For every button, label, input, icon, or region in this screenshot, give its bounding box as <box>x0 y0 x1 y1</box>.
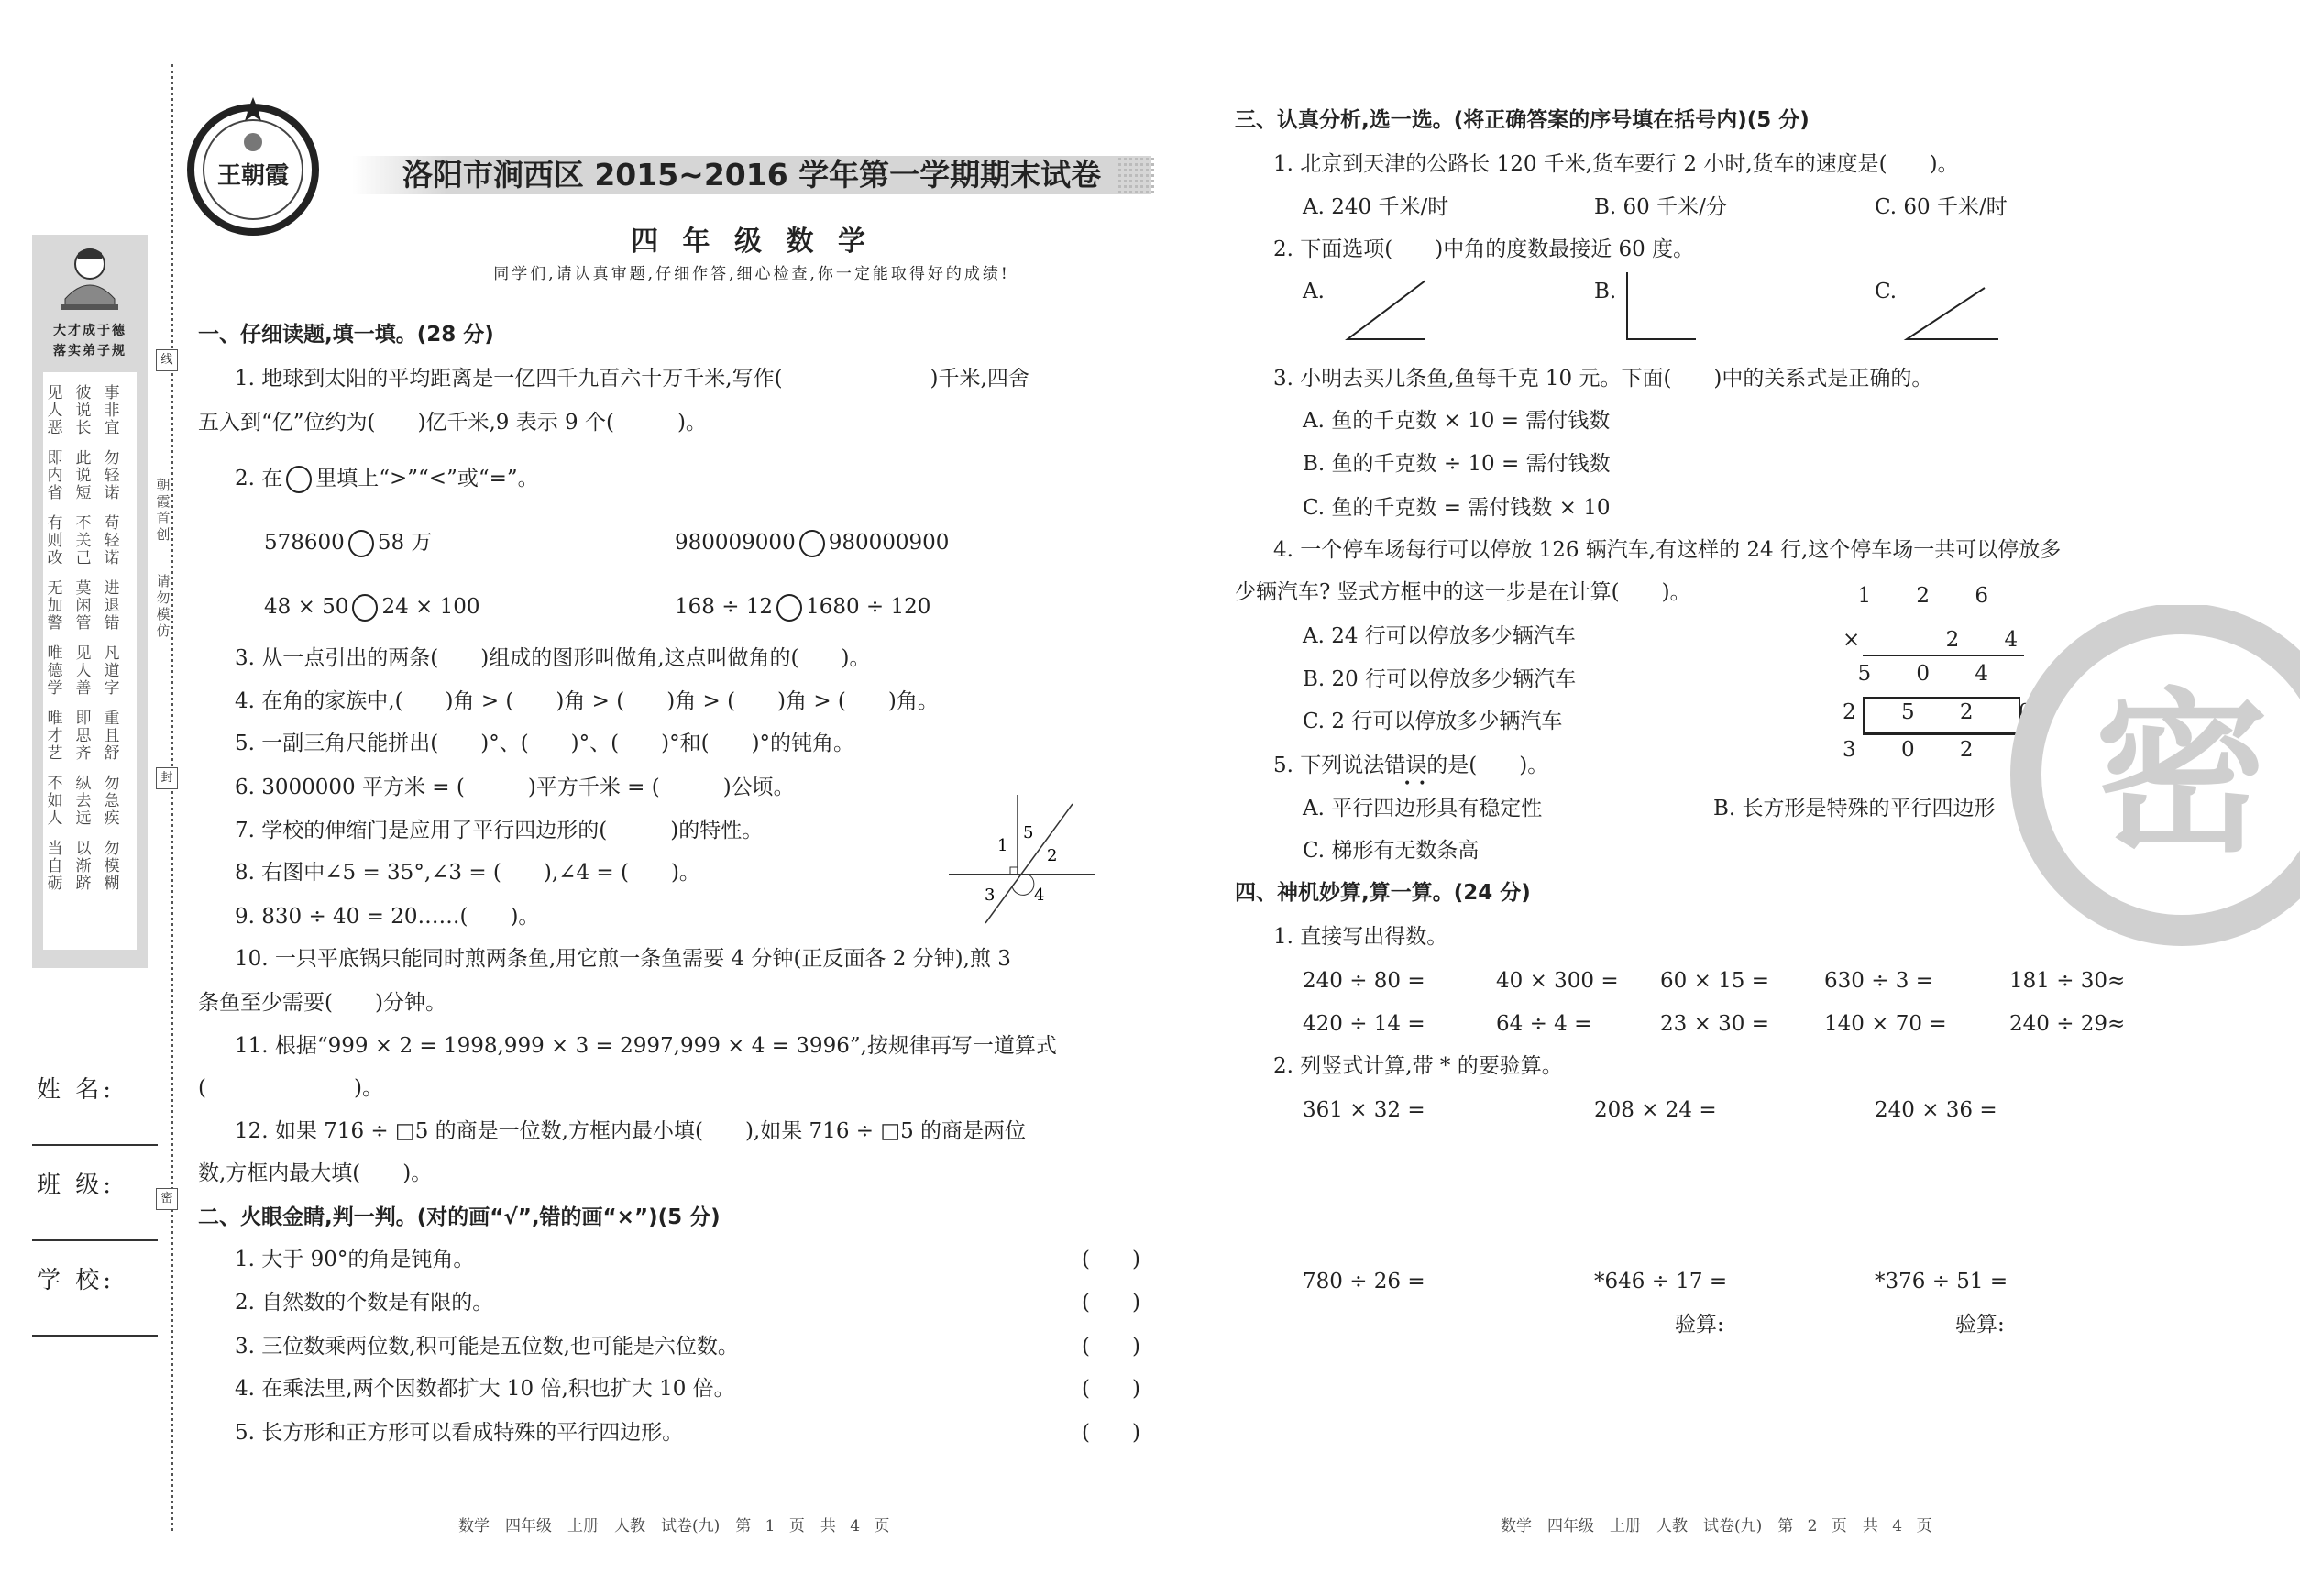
calc-question-2: 2. 列竖式计算,带 * 的要验算。 <box>1273 1054 1563 1078</box>
motto-row: 恶长宜 <box>47 419 133 437</box>
motto-row: 有不苟 <box>47 514 133 533</box>
oral-problem: 40 × 300 = <box>1496 969 1619 993</box>
motto-row: 如去急 <box>47 792 133 810</box>
compare-circle[interactable] <box>348 530 374 557</box>
vertical-note: 请勿模仿 <box>156 573 171 639</box>
compare-item: 980009000 980000900 <box>675 530 949 557</box>
motto-row: 唯见凡 <box>47 644 133 663</box>
mc-question-4: 4. 一个停车场每行可以停放 126 辆汽车,有这样的 24 行,这个停车场一共可以停放多 <box>1273 538 2062 562</box>
binding-dotted-line <box>171 64 173 1531</box>
judge-item: 4. 在乘法里,两个因数都扩大 10 倍,积也扩大 10 倍。 <box>235 1377 735 1401</box>
calc-row: × 2 4 <box>1843 628 2038 652</box>
compare-item: 168 ÷ 12 1680 ÷ 120 <box>675 594 930 622</box>
compare-circle[interactable] <box>776 594 802 622</box>
compare-item: 578600 58 万 <box>264 530 432 557</box>
calc-row: 2 5 2 0 <box>1843 700 2052 724</box>
judge-item: 2. 自然数的个数是有限的。 <box>235 1291 494 1315</box>
oral-problem: 140 × 70 = <box>1824 1012 1947 1036</box>
compare-circle[interactable] <box>352 594 378 622</box>
question-10-cont: 条鱼至少需要( )分钟。 <box>198 991 446 1015</box>
option: B. 长方形是特殊的平行四边形 <box>1713 797 1996 820</box>
school-label: 学 校: <box>37 1267 116 1294</box>
written-problem: 780 ÷ 26 = <box>1303 1270 1425 1293</box>
question-12-cont: 数,方框内最大填( )。 <box>198 1161 433 1185</box>
seal-mark-line: 线 <box>156 349 178 371</box>
question-7: 7. 学校的伸缩门是应用了平行四边形的( )的特性。 <box>235 819 764 842</box>
name-field[interactable] <box>32 1144 158 1146</box>
motto-row: 则关轻 <box>47 532 133 550</box>
compare-circle[interactable] <box>799 530 825 557</box>
mc-question-3: 3. 小明去买几条鱼,鱼每千克 10 元。下面( )中的关系式是正确的。 <box>1273 367 1933 391</box>
option: C. 2 行可以停放多少辆汽车 <box>1303 710 1563 733</box>
motto-row: 加闲退 <box>47 597 133 615</box>
motto-row: 无莫进 <box>47 579 133 598</box>
motto-row: 德人道 <box>47 662 133 680</box>
publisher-logo <box>180 92 326 243</box>
compare-item: 48 × 50 24 × 100 <box>264 594 480 622</box>
question-6: 6. 3000000 平方米 = ( )平方千米 = ( )公顷。 <box>235 776 795 799</box>
page-footer: 数学 四年级 上册 人教 试卷(九) 第 1 页 共 4 页 <box>458 1517 890 1535</box>
answer-bracket[interactable]: ( ) <box>1082 1335 1140 1359</box>
oral-problem: 240 ÷ 80 = <box>1303 969 1425 993</box>
angle-option-c <box>1902 284 2003 344</box>
check-label: 验算: <box>1675 1313 1724 1337</box>
motto-block <box>43 385 137 437</box>
answer-bracket[interactable]: ( ) <box>1082 1421 1140 1445</box>
option: A. 鱼的千克数 × 10 = 需付钱数 <box>1303 409 1611 433</box>
angle-label: 5 <box>1023 823 1034 842</box>
motto-row: 改己诺 <box>47 549 133 567</box>
logo-text: 王朝霞 <box>216 162 290 190</box>
question-11: 11. 根据“999 × 2 = 1998,999 × 3 = 2997,999 × 4 = 3996”,按规律再写一道算式 <box>235 1034 1057 1058</box>
angle-label: 3 <box>985 886 996 905</box>
angle-option-a <box>1338 275 1430 344</box>
motto-row: 省短诺 <box>47 484 133 502</box>
calc-question-1: 1. 直接写出得数。 <box>1273 925 1448 949</box>
option: B. 20 行可以停放多少辆汽车 <box>1303 667 1577 691</box>
seal-mark-seal: 封 <box>156 767 178 789</box>
judge-item: 3. 三位数乘两位数,积可能是五位数,也可能是六位数。 <box>235 1335 739 1359</box>
school-field[interactable] <box>32 1335 158 1337</box>
vertical-note: 朝霞首创 <box>156 477 171 543</box>
written-problem: 240 × 36 = <box>1875 1098 1997 1122</box>
question-12: 12. 如果 716 ÷ □5 的商是一位数,方框内最小填( ),如果 716 ÷ □5 的商是两位 <box>235 1119 1027 1143</box>
question-1-cont: 五入到“亿”位约为( )亿千米,9 表示 9 个( )。 <box>198 411 707 435</box>
oral-problem: 64 ÷ 4 = <box>1496 1012 1592 1036</box>
judge-item: 5. 长方形和正方形可以看成特殊的平行四边形。 <box>235 1421 684 1445</box>
subject-title: 四 年 级 数 学 <box>631 226 873 258</box>
question-11-cont: ( )。 <box>198 1076 383 1100</box>
question-8: 8. 右图中∠5 = 35°,∠3 = ( ),∠4 = ( )。 <box>235 861 700 885</box>
section-heading: 四、神机妙算,算一算。(24 分) <box>1235 881 1531 905</box>
motto-row: 内说轻 <box>47 467 133 485</box>
question-3: 3. 从一点引出的两条( )组成的图形叫做角,这点叫做角的( )。 <box>235 646 871 670</box>
exam-title: 洛阳市涧西区 2015~2016 学年第一学期期末试卷 <box>402 157 1102 193</box>
motto-row: 自渐模 <box>47 857 133 875</box>
motto-row: 不纵勿 <box>47 775 133 793</box>
motto-row: 见彼事 <box>47 384 133 402</box>
angle-label: 1 <box>997 836 1008 855</box>
motto-row: 人远疾 <box>47 809 133 828</box>
question-10: 10. 一只平底锅只能同时煎两条鱼,用它煎一条鱼需要 4 分钟(正反面各 2 分钟),煎 3 <box>235 947 1011 971</box>
question-4: 4. 在角的家族中,( )角 > ( )角 > ( )角 > ( )角 > ( )角。 <box>235 689 939 713</box>
name-label: 姓 名: <box>37 1076 116 1104</box>
motto-row: 即此勿 <box>47 449 133 468</box>
motto-block <box>43 645 137 698</box>
motto-panel <box>43 372 137 950</box>
motto-block <box>43 841 137 893</box>
option: A. 24 行可以停放多少辆汽车 <box>1303 624 1576 648</box>
option: C. 60 千米/时 <box>1875 195 2008 219</box>
option: B. 鱼的千克数 ÷ 10 = 需付钱数 <box>1303 452 1611 476</box>
angle-label: 2 <box>1047 846 1058 865</box>
calc-row: 3 0 2 4 <box>1843 738 2052 762</box>
motto-row: 当以勿 <box>47 840 133 858</box>
written-problem: 361 × 32 = <box>1303 1098 1425 1122</box>
option: A. <box>1303 280 1325 303</box>
slogan-line: 落实弟子规 <box>53 344 127 358</box>
oral-problem: 23 × 30 = <box>1660 1012 1770 1036</box>
question-5: 5. 一副三角尺能拼出( )°、( )°、( )°和( )°的钝角。 <box>235 732 855 755</box>
written-problem: 208 × 24 = <box>1594 1098 1717 1122</box>
question-9: 9. 830 ÷ 40 = 20……( )。 <box>235 905 540 929</box>
mc-question-5: 5. 下列说法错误的是( )。 <box>1273 754 1549 777</box>
svg-text:密: 密 <box>2094 671 2270 875</box>
seal-mark-secret: 密 <box>156 1188 178 1210</box>
option: A. 平行四边形具有稳定性 <box>1303 797 1543 820</box>
motto-row: 唯即重 <box>47 710 133 728</box>
circle-icon <box>286 466 312 493</box>
written-problem: *376 ÷ 51 = <box>1875 1270 2008 1293</box>
answer-bracket[interactable]: ( ) <box>1082 1377 1140 1401</box>
calc-row: 1 2 6 <box>1857 584 2008 608</box>
emphasis-dots: •• <box>1403 776 1434 791</box>
oral-problem: 240 ÷ 29≈ <box>2009 1012 2126 1036</box>
motto-row: 艺齐舒 <box>47 744 133 763</box>
answer-bracket[interactable]: ( ) <box>1082 1248 1140 1271</box>
motto-row: 人说非 <box>47 402 133 420</box>
option: A. 240 千米/时 <box>1303 195 1449 219</box>
motto-row: 学善字 <box>47 679 133 698</box>
section-heading: 二、火眼金睛,判一判。(对的画“√”,错的画“×”)(5 分) <box>198 1205 721 1229</box>
motto-row: 砺跻糊 <box>47 875 133 893</box>
secret-watermark <box>2008 605 2300 953</box>
q2-text: 2. 在 <box>235 467 283 490</box>
student-reading-icon <box>58 244 122 317</box>
calc-line <box>1863 655 2024 656</box>
class-label: 班 级: <box>37 1172 116 1199</box>
angle-label: 4 <box>1034 886 1045 905</box>
motto-block <box>43 450 137 502</box>
motto-list <box>43 385 137 893</box>
page-footer: 数学 四年级 上册 人教 试卷(九) 第 2 页 共 4 页 <box>1501 1517 1932 1535</box>
slogan-line: 大才成于德 <box>53 324 127 338</box>
motto-row: 警管错 <box>47 614 133 633</box>
check-label: 验算: <box>1955 1313 2005 1337</box>
written-problem: *646 ÷ 17 = <box>1594 1270 1728 1293</box>
q2-text: 里填上“>”“<”或“=”。 <box>315 467 539 490</box>
mc-question-1: 1. 北京到天津的公路长 120 千米,货车要行 2 小时,货车的速度是( )。 <box>1273 152 1959 176</box>
mc-question-4-cont: 少辆汽车? 竖式方框中的这一步是在计算( )。 <box>1235 580 1691 604</box>
motto-block <box>43 710 137 763</box>
angle-figure <box>944 790 1100 928</box>
option: C. 梯形有无数条高 <box>1303 839 1480 863</box>
oral-problem: 60 × 15 = <box>1660 969 1770 993</box>
option: C. 鱼的千克数 = 需付钱数 × 10 <box>1303 496 1611 520</box>
judge-item: 1. 大于 90°的角是钝角。 <box>235 1248 475 1271</box>
question-1: 1. 地球到太阳的平均距离是一亿四千九百六十万千米,写作( )千米,四舍 <box>235 367 1029 391</box>
oral-problem: 420 ÷ 14 = <box>1303 1012 1425 1036</box>
class-field[interactable] <box>32 1239 158 1241</box>
angle-option-b <box>1623 270 1714 344</box>
oral-problem: 630 ÷ 3 = <box>1824 969 1934 993</box>
mc-question-2: 2. 下面选项( )中角的度数最接近 60 度。 <box>1273 237 1695 261</box>
motto-block <box>43 580 137 633</box>
option: B. <box>1594 280 1617 303</box>
question-2 <box>235 466 539 493</box>
encouragement: 同学们,请认真审题,仔细作答,细心检查,你一定能取得好的成绩! <box>493 265 1010 283</box>
oral-problem: 181 ÷ 30≈ <box>2009 969 2126 993</box>
motto-row: 才思且 <box>47 727 133 745</box>
option: B. 60 千米/分 <box>1594 195 1727 219</box>
motto-block <box>43 515 137 567</box>
calc-row: 5 0 4 <box>1857 662 2008 686</box>
section-heading: 一、仔细读题,填一填。(28 分) <box>198 323 494 347</box>
motto-sidebar <box>32 235 148 968</box>
motto-block <box>43 776 137 828</box>
calc-line <box>1863 733 2024 735</box>
option: C. <box>1875 280 1898 303</box>
section-heading: 三、认真分析,选一选。(将正确答案的序号填在括号内)(5 分) <box>1235 108 1810 132</box>
answer-bracket[interactable]: ( ) <box>1082 1291 1140 1315</box>
